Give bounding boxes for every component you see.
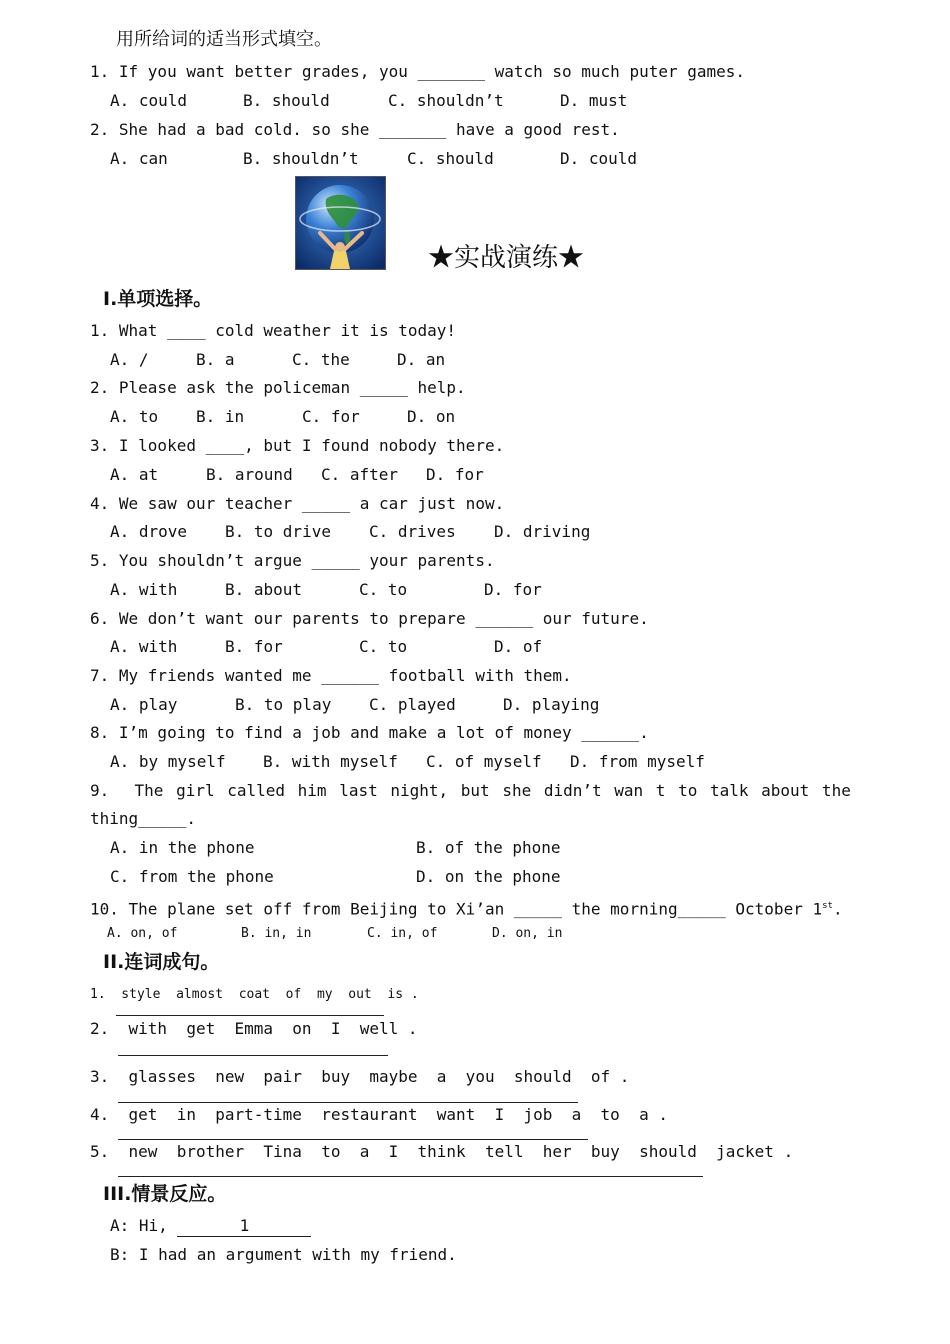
option-c: C. for	[302, 407, 360, 426]
option-d: D. must	[560, 91, 628, 110]
answer-line-2	[118, 1055, 388, 1056]
section-title: ★实战演练★	[428, 243, 585, 273]
option-d: D. on	[407, 407, 456, 426]
option-b: B. for	[225, 637, 283, 656]
option-d: D. driving	[494, 522, 591, 541]
option-d: D. could	[560, 149, 638, 168]
question-7: 7. My friends wanted me ______ football with them.	[90, 666, 572, 685]
sentence-item-1: 1. style almost coat of my out is .	[90, 987, 419, 1002]
question-8-options	[0, 752, 950, 852]
option-d: D. on the phone	[416, 867, 561, 886]
option-c: C. played	[369, 695, 456, 714]
question-9-line-2: thing_____.	[90, 809, 196, 828]
option-a: A. with	[110, 637, 178, 656]
option-c: C. to	[359, 580, 408, 599]
globe-icon	[296, 177, 385, 269]
question-10	[90, 896, 843, 919]
option-a: A. to	[110, 407, 159, 426]
option-c: C. shouldn’t	[388, 91, 504, 110]
part-3-heading: III.情景反应。	[103, 1183, 227, 1205]
question-10-text: 10. The plane set off from Beijing to Xi’an _____ the morning_____ October 1	[90, 899, 823, 919]
option-b: B. to play	[235, 695, 332, 714]
option-d: D. on, in	[492, 926, 563, 941]
option-c: C. the	[292, 350, 350, 369]
option-b: B. to drive	[225, 522, 331, 541]
part-2-heading: II.连词成句。	[103, 951, 220, 973]
blank-number: 1	[239, 1216, 250, 1235]
option-b: B. of the phone	[416, 838, 561, 857]
option-a: A. with	[110, 580, 178, 599]
option-a: A. at	[110, 465, 159, 484]
dialogue-line-a	[110, 1216, 311, 1237]
option-d: D. playing	[503, 695, 600, 714]
option-c: C. to	[359, 637, 408, 656]
option-b: B. around	[206, 465, 293, 484]
sentence-item-4: 4. get in part-time restaurant want I job a to a .	[90, 1105, 668, 1124]
option-a: A. can	[110, 149, 168, 168]
option-c: C. after	[321, 465, 399, 484]
option-d: D. for	[484, 580, 542, 599]
option-b: B. shouldn’t	[243, 149, 359, 168]
question-10-superscript: st	[822, 901, 833, 911]
option-c: C. of myself	[426, 752, 542, 771]
option-d: D. an	[397, 350, 446, 369]
part-1-heading: I.单项选择。	[103, 288, 213, 310]
option-a: A. drove	[110, 522, 188, 541]
dialogue-a-prefix: A: Hi,	[110, 1216, 178, 1235]
option-c: C. drives	[369, 522, 456, 541]
question-10-options	[0, 924, 950, 1024]
option-b: B. about	[225, 580, 303, 599]
question-8: 8. I’m going to find a job and make a lot of money ______.	[90, 723, 649, 742]
option-a: A. in the phone	[110, 838, 255, 857]
option-b: B. with myself	[263, 752, 398, 771]
pre-question-2-options	[0, 149, 950, 249]
option-a: A. could	[110, 91, 188, 110]
option-b: B. in	[196, 407, 245, 426]
question-4: 4. We saw our teacher _____ a car just now.	[90, 494, 505, 513]
pre-question-1: 1. If you want better grades, you _______ watch so much puter games.	[90, 62, 746, 81]
option-d: D. of	[494, 637, 543, 656]
answer-line-1	[116, 1015, 384, 1016]
option-a: A. on, of	[107, 926, 178, 941]
option-a: A. play	[110, 695, 178, 714]
option-a: A. /	[110, 350, 149, 369]
question-6: 6. We don’t want our parents to prepare ______ our future.	[90, 609, 649, 628]
option-b: B. a	[196, 350, 235, 369]
option-c: C. from the phone	[110, 867, 274, 886]
dialogue-line-b: B: I had an argument with my friend.	[110, 1245, 457, 1264]
pre-question-2: 2. She had a bad cold. so she _______ have a good rest.	[90, 120, 620, 139]
question-5: 5. You shouldn’t argue _____ your parents.	[90, 551, 495, 570]
option-c: C. should	[407, 149, 494, 168]
answer-blank-1[interactable]	[177, 1216, 311, 1237]
question-1: 1. What ____ cold weather it is today!	[90, 321, 457, 340]
sentence-item-3: 3. glasses new pair buy maybe a you should of .	[90, 1067, 630, 1086]
option-b: B. in, in	[241, 926, 312, 941]
answer-line-5	[118, 1176, 703, 1177]
sentence-item-5: 5. new brother Tina to a I think tell her buy should jacket .	[90, 1142, 794, 1161]
option-b: B. should	[243, 91, 330, 110]
option-c: C. in, of	[367, 926, 438, 941]
answer-line-4	[118, 1139, 588, 1140]
instruction-text: 用所给词的适当形式填空。	[116, 29, 332, 50]
question-3: 3. I looked ____, but I found nobody there.	[90, 436, 505, 455]
question-2: 2. Please ask the policeman _____ help.	[90, 378, 466, 397]
globe-illustration	[295, 176, 386, 270]
option-a: A. by myself	[110, 752, 226, 771]
sentence-item-2: 2. with get Emma on I well .	[90, 1019, 418, 1038]
question-9-line-1: 9. The girl called him last night, but she didn’t wan t to talk about the	[90, 781, 851, 800]
question-10-end: .	[832, 899, 843, 919]
option-d: D. from myself	[570, 752, 705, 771]
answer-line-3	[118, 1102, 578, 1103]
option-d: D. for	[426, 465, 484, 484]
